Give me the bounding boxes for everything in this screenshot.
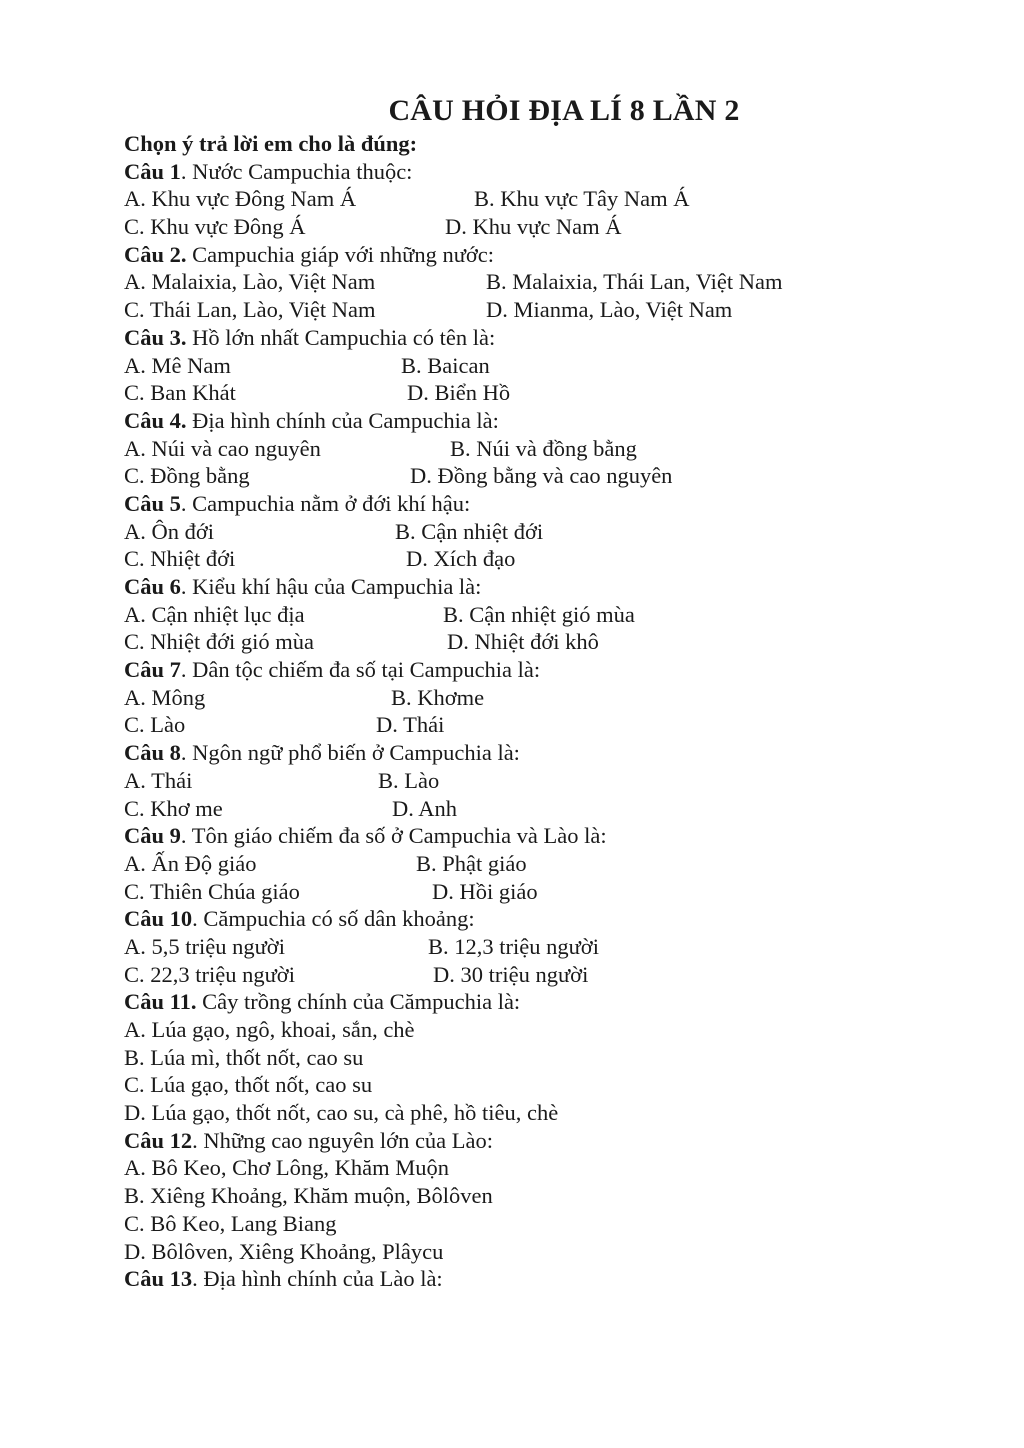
question-9 (124, 822, 964, 850)
question-label: Câu 12 (124, 1127, 193, 1153)
option-d: D. Khu vực Nam Á (445, 214, 622, 240)
question-text: Cây trồng chính của Cămpuchia là: (196, 989, 521, 1015)
option-d: D. Biển Hồ (407, 380, 511, 406)
option-row (124, 850, 964, 878)
option-a: A. Lúa gạo, ngô, khoai, sắn, chè (124, 1017, 415, 1042)
option-d: D. Xích đạo (406, 546, 516, 572)
option-b: B. Malaixia, Thái Lan, Việt Nam (486, 269, 783, 295)
option-a: A. Thái (124, 767, 193, 793)
option-row (124, 296, 964, 324)
option-a: A. Ôn đới (124, 518, 215, 544)
page-title: CÂU HỎI ĐỊA LÍ 8 LẦN 2 (388, 94, 740, 127)
option-d: D. Bôlôven, Xiêng Khoảng, Plâycu (124, 1238, 444, 1264)
option-a: A. Núi và cao nguyên (124, 435, 321, 461)
option-row (124, 185, 964, 213)
question-text: . Cămpuchia có số dân khoảng: (192, 906, 475, 932)
option-d: D. Anh (392, 795, 458, 821)
option-b: B. Phật giáo (416, 850, 527, 876)
question-label: Câu 8 (124, 740, 181, 766)
option-d: D. Nhiệt đới khô (447, 629, 599, 655)
option-b: B. Khơme (391, 684, 485, 710)
option-a: A. Malaixia, Lào, Việt Nam (124, 269, 376, 295)
question-label: Câu 7 (124, 657, 181, 683)
instruction: Chọn ý trả lời em cho là đúng: (124, 131, 418, 156)
option-row (124, 518, 964, 546)
option-a: A. Khu vực Đông Nam Á (124, 186, 357, 212)
option-row (124, 933, 964, 961)
option-a: A. Ấn Độ giáo (124, 850, 257, 876)
option-row (124, 601, 964, 629)
question-label: Câu 3. (124, 324, 187, 350)
question-label: Câu 6 (124, 574, 181, 599)
option-c: C. Khu vực Đông Á (124, 214, 306, 240)
question-text: . Ngôn ngữ phổ biến ở Campuchia là: (180, 740, 520, 766)
question-1 (124, 158, 964, 186)
option-c: C. Thiên Chúa giáo (124, 878, 300, 904)
option-row (124, 462, 964, 490)
question-8 (124, 739, 964, 767)
option-c: C. Nhiệt đới gió mùa (124, 629, 315, 655)
question-label: Câu 13 (124, 1266, 193, 1292)
option-row (124, 961, 964, 989)
question-text: Địa hình chính của Campuchia là: (186, 407, 499, 433)
option-row (124, 352, 964, 380)
option-b: B. Khu vực Tây Nam Á (474, 186, 690, 212)
option-row (124, 767, 964, 795)
option-c: C. 22,3 triệu người (124, 961, 295, 987)
question-label: Câu 1 (124, 158, 181, 184)
question-text: . Nước Campuchia thuộc: (180, 158, 413, 184)
option-c: C. Bô Keo, Lang Biang (124, 1210, 337, 1236)
option-b: B. Cận nhiệt gió mùa (443, 601, 635, 627)
question-text: . Campuchia nằm ở đới khí hậu: (180, 490, 471, 516)
question-3 (124, 324, 964, 352)
option-b: B. Cận nhiệt đới (395, 518, 544, 544)
option-d: D. Hồi giáo (432, 878, 538, 904)
question-11 (124, 988, 964, 1016)
question-10 (124, 905, 964, 933)
option-row (124, 711, 964, 739)
question-text: . Kiểu khí hậu của Campuchia là: (180, 574, 482, 599)
option-b: B. Baican (401, 352, 490, 378)
option-c: C. Đồng bằng (124, 463, 250, 489)
question-13 (124, 1265, 964, 1293)
option-a: A. Bô Keo, Chơ Lông, Khăm Muộn (124, 1155, 450, 1181)
option-b: B. Lúa mì, thốt nốt, cao su (124, 1044, 364, 1070)
option-c: C. Khơ me (124, 795, 223, 821)
option-a: A. 5,5 triệu người (124, 933, 285, 959)
option-d: D. 30 triệu người (433, 961, 589, 987)
question-label: Câu 2. (124, 241, 187, 267)
option-d: D. Thái (376, 712, 445, 738)
question-text: . Những cao nguyên lớn của Lào: (192, 1127, 494, 1153)
question-label: Câu 9 (124, 823, 181, 849)
option-row (124, 545, 964, 573)
option-c: C. Ban Khát (124, 380, 236, 406)
option-b: B. Núi và đồng bằng (450, 435, 637, 461)
option-a: A. Cận nhiệt lục địa (124, 601, 305, 627)
question-label: Câu 4. (124, 407, 187, 433)
option-a: A. Mông (124, 684, 206, 710)
question-text: . Tôn giáo chiếm đa số ở Campuchia và Lào là: (180, 823, 607, 849)
option-row (124, 268, 964, 296)
option-a: A. Mê Nam (124, 352, 231, 378)
option-c: C. Thái Lan, Lào, Việt Nam (124, 297, 376, 323)
option-row (124, 684, 964, 712)
option-row (124, 628, 964, 656)
question-5 (124, 490, 964, 518)
option-b: B. Lào (378, 767, 440, 793)
question-text: . Dân tộc chiếm đa số tại Campuchia là: (180, 657, 541, 683)
option-c: C. Lúa gạo, thốt nốt, cao su (124, 1072, 373, 1098)
question-label: Câu 11. (124, 989, 197, 1015)
option-row (124, 795, 964, 823)
option-row (124, 213, 964, 241)
question-text: Hồ lớn nhất Campuchia có tên là: (186, 324, 496, 350)
question-label: Câu 5 (124, 490, 181, 516)
option-b: B. 12,3 triệu người (428, 933, 599, 959)
question-label: Câu 10 (124, 906, 193, 932)
question-text: Campuchia giáp với những nước: (186, 241, 495, 267)
option-d: D. Đồng bằng và cao nguyên (410, 463, 673, 489)
option-row (124, 878, 964, 906)
option-row (124, 379, 964, 407)
option-row (124, 435, 964, 463)
question-12 (124, 1127, 964, 1155)
question-text: . Địa hình chính của Lào là: (192, 1266, 443, 1292)
option-b: B. Xiêng Khoảng, Khăm muộn, Bôlôven (124, 1183, 493, 1209)
option-d: D. Mianma, Lào, Việt Nam (486, 297, 733, 323)
question-6 (124, 573, 964, 601)
question-2 (124, 241, 964, 269)
question-4 (124, 407, 964, 435)
option-c: C. Lào (124, 712, 186, 738)
option-c: C. Nhiệt đới (124, 546, 236, 572)
option-d: D. Lúa gạo, thốt nốt, cao su, cà phê, hồ tiêu, chè (124, 1100, 559, 1126)
question-7 (124, 656, 964, 684)
